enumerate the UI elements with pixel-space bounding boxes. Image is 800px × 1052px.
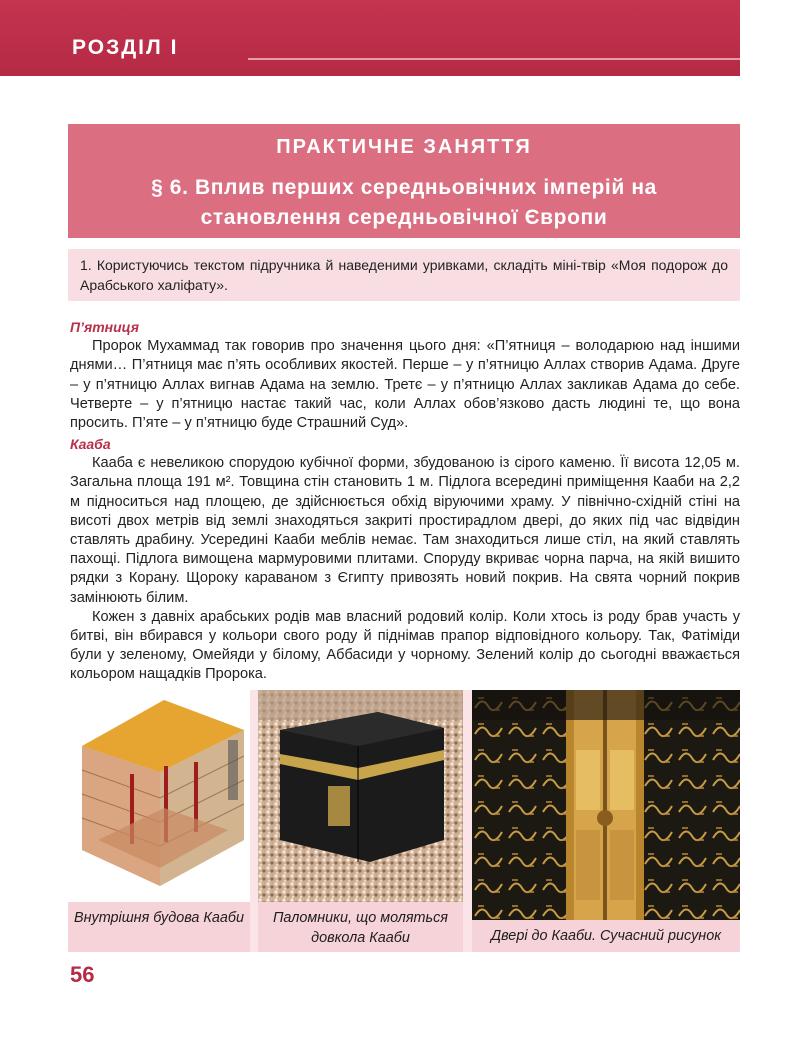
page-number: 56 [70,962,95,987]
caption-interior: Внутрішня будова Кааби [73,910,244,926]
friday-section [70,318,740,433]
figure-pilgrims [258,690,463,952]
friday-paragraph: Пророк Мухаммад так говорив про значення цього дня: «П’ятниця – володарюю над іншими днями… П’ятниця має п’ять особливих якостей. Перше – у п’ятницю Аллах створив Адама. Друге – у п’ятницю Аллах вигнав Адама на землю. Третє – у п’ятницю Аллах закликав Адама до себе. Четверте – у п’ятницю настає такий час, коли Аллах обов’язково дасть людині те, що вона просить. П’яте – у п’ятницю буде Страшний Суд». [70,338,740,432]
chapter-label: РОЗДІЛ І [72,36,179,59]
caption-pilgrims: Паломники, що моляться довкола Кааби [272,910,448,946]
task-box: 1. Користуючись текстом підручника й наведеними уривками, складіть міні-твір «Моя подорож до Арабського халіфату». [68,249,740,301]
chapter-header-bar [0,0,740,76]
kaaba-interior-image [68,690,250,902]
figure-door [472,690,740,952]
kaaba-paragraph-1: Кааба є невеликою спорудою кубічної форми, збудованою із сірого каменю. Її висота 12,05 м. Загальна площа 191 м². Товщина стін становить 1 м. Підлога всередині приміщення Кааби на 2,2 м підноситься над площею, де здійснюється обхід віруючими храму. У північно-східній стіні на висоті двох метрів від землі знаходяться закриті простирадлом двері, до яких під час відвідин ставлять драбину. Усередині Кааби меблів немає. Там знаходиться лише стіл, на який ставлять пахощі. Підлога вимощена мармуровими плитами. Споруду вкриває чорна парча, на якій вишито рядки з Корану. Щороку караваном з Єгипту привозять новий покрив. На свята чорний покрив замінюють білим. [70,455,740,606]
kaaba-title: Кааба [70,436,111,452]
lesson-title-box [68,124,740,238]
header-rule [248,58,740,60]
lesson-kicker: ПРАКТИЧНЕ ЗАНЯТТЯ [276,136,532,158]
pilgrims-image [258,690,463,902]
friday-title: П’ятниця [70,319,139,335]
caption-door: Двері до Кааби. Сучасний рисунок [490,928,722,944]
figure-interior [68,690,250,952]
kaaba-section [70,435,740,685]
kaaba-door-image [472,690,740,920]
lesson-heading: § 6. Вплив перших середньовічних імперій на становлення середньовічної Європи [151,176,657,229]
kaaba-paragraph-2: Кожен з давніх арабських родів мав власний родовий колір. Коли хтось із роду брав участь у битві, він вбирався у кольори свого роду й піднімав прапор відповідного кольору. Так, Фатіміди були у зеленому, Омейяди у білому, Аббасиди у чорному. Зелений колір до сьогодні вважається кольором нащадків Пророка. [70,608,740,683]
